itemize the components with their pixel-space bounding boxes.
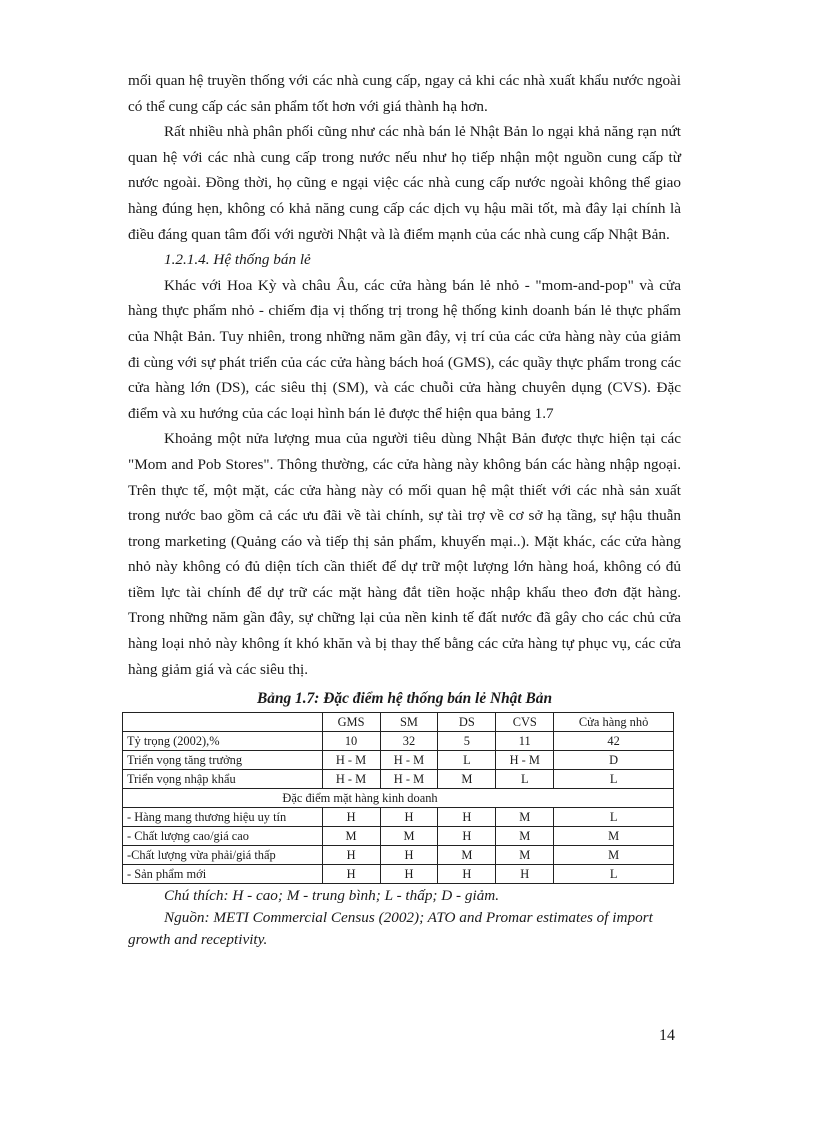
table-cell: 11 (496, 732, 554, 751)
row-label: - Hàng mang thương hiệu uy tín (123, 808, 323, 827)
table-source: Nguồn: METI Commercial Census (2002); ATO and Promar estimates of import growth and receptivity. (128, 909, 653, 949)
table-cell: H (380, 808, 438, 827)
table-cell: M (438, 846, 496, 865)
table-note: Chú thích: H - cao; M - trung bình; L - thấp; D - giảm. (164, 887, 500, 905)
row-label: - Sản phẩm mới (123, 865, 323, 884)
retail-table (122, 712, 674, 884)
table-cell: H - M (380, 751, 438, 770)
page-number: 14 (659, 1027, 675, 1044)
table-row (123, 732, 674, 751)
table-cell: 32 (380, 732, 438, 751)
table-cell: D (554, 751, 674, 770)
row-label: Triển vọng tăng trưởng (123, 751, 323, 770)
table-cell: H - M (496, 751, 554, 770)
table-row (123, 846, 674, 865)
table-cell: H (322, 846, 380, 865)
header-cell: CVS (496, 713, 554, 732)
table-cell: M (322, 827, 380, 846)
table-cell: H (380, 865, 438, 884)
table-cell: H (438, 808, 496, 827)
table-cell: L (554, 808, 674, 827)
section-heading: 1.2.1.4. Hệ thống bán lẻ (164, 251, 311, 269)
table-cell: H (496, 865, 554, 884)
page-body (128, 68, 681, 951)
row-label: - Chất lượng cao/giá cao (123, 827, 323, 846)
table-row (123, 808, 674, 827)
table-row (123, 770, 674, 789)
table-cell: L (496, 770, 554, 789)
table-cell: M (554, 827, 674, 846)
table-caption: Bảng 1.7: Đặc điểm hệ thống bán lẻ Nhật Bản (256, 690, 553, 708)
table-row (123, 751, 674, 770)
table-cell: 42 (554, 732, 674, 751)
table-cell: M (380, 827, 438, 846)
table-section-row (123, 789, 674, 808)
table-cell: 5 (438, 732, 496, 751)
table-cell: M (438, 770, 496, 789)
table-cell: L (438, 751, 496, 770)
table-cell: M (496, 827, 554, 846)
table-row (123, 827, 674, 846)
table-cell: H (322, 865, 380, 884)
table-cell: H - M (322, 751, 380, 770)
table-cell: H - M (380, 770, 438, 789)
row-label: -Chất lượng vừa phải/giá thấp (123, 846, 323, 865)
section-label: Đặc điểm mặt hàng kinh doanh (123, 789, 674, 808)
header-cell: Cửa hàng nhỏ (554, 713, 674, 732)
table-cell: H (438, 827, 496, 846)
table-header-row (123, 713, 674, 732)
table-row (123, 865, 674, 884)
paragraph-2: Rất nhiều nhà phân phối cũng như các nhà bán lẻ Nhật Bản lo ngại khả năng rạn nứt quan hệ với các nhà cung cấp trong nước nếu như họ tiếp nhận một nguồn cung cấp từ nước ngoài. Đồng thời, họ cũng e ngại việc các nhà cung cấp nước ngoài không thể giao hàng đúng hẹn, không có khả năng cung cấp các dịch vụ hậu mãi tốt, mà đây lại chính là điều đáng quan tâm đối với người Nhật và là điểm mạnh của các nhà cung cấp Nhật Bản. (128, 123, 681, 243)
table-cell: H (438, 865, 496, 884)
table-cell: M (496, 808, 554, 827)
table-cell: M (496, 846, 554, 865)
paragraph-4: Khoảng một nửa lượng mua của người tiêu dùng Nhật Bản được thực hiện tại các "Mom and Pob Stores". Thông thường, các cửa hàng này không bán các hàng nhập ngoại. Trên thực tế, một mặt, các cửa hàng này có mối quan hệ mật thiết với các nhà sản xuất trong nước bao gồm cả các ưu đãi về tài chính, sự tài trợ về cơ sở hạ tầng, sự hậu thuẫn trong marketing (Quảng cáo và tiếp thị sản phẩm, khuyến mại..). Mặt khác, các cửa hàng nhỏ này không có đủ diện tích cần thiết để dự trữ một lượng lớn hàng hoá, không có đủ tiềm lực tài chính để dự trữ các mặt hàng đắt tiền hoặc nhập khẩu theo đơn đặt hàng. Trong những năm gần đây, sự chững lại của nền kinh tế đất nước đã gây cho các chủ cửa hàng loại nhỏ này không ít khó khăn và bị thay thế bằng các cửa hàng tự phục vụ, các cửa hàng giảm giá và các siêu thị. (128, 430, 681, 678)
row-label: Tỷ trọng (2002),% (123, 732, 323, 751)
table-cell: 10 (322, 732, 380, 751)
table-cell: H (322, 808, 380, 827)
table-cell: H - M (322, 770, 380, 789)
table-cell: H (380, 846, 438, 865)
table-cell: M (554, 846, 674, 865)
table-cell: L (554, 770, 674, 789)
table-cell: L (554, 865, 674, 884)
row-label: Triển vọng nhập khẩu (123, 770, 323, 789)
paragraph-3: Khác với Hoa Kỳ và châu Âu, các cửa hàng bán lẻ nhỏ - "mom-and-pop" và cửa hàng thực phẩm nhỏ - chiếm địa vị thống trị trong hệ thống kinh doanh bán lẻ thực phẩm của Nhật Bản. Tuy nhiên, trong những năm gần đây, vị trí của các cửa hàng này của giảm đi cùng với sự phát triển của các cửa hàng bách hoá (GMS), các quầy thực phẩm trong các cửa hàng lớn (DS), các siêu thị (SM), và các chuỗi cửa hàng chuyên dụng (CVS). Đặc điểm và xu hướng của các loại hình bán lẻ được thể hiện qua bảng 1.7 (128, 276, 681, 422)
header-cell (123, 713, 323, 732)
paragraph-1: mối quan hệ truyền thống với các nhà cung cấp, ngay cả khi các nhà xuất khẩu nước ngoài có thể cung cấp các sản phẩm tốt hơn với giá thành hạ hơn. (128, 72, 681, 115)
header-cell: GMS (322, 713, 380, 732)
header-cell: DS (438, 713, 496, 732)
header-cell: SM (380, 713, 438, 732)
